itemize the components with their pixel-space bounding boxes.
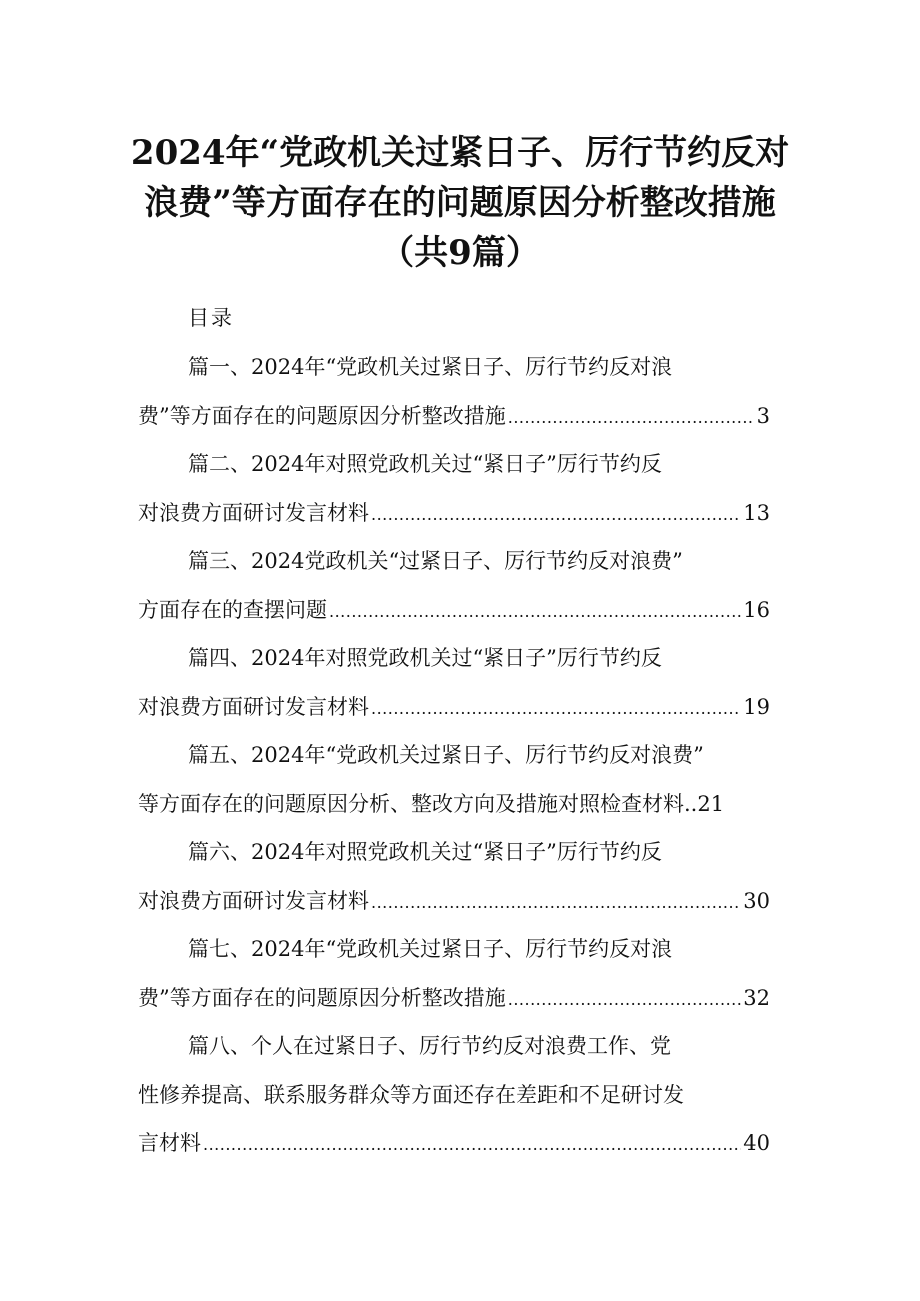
toc-page-number: 19 [743,694,770,719]
toc-page-number: .. 21 [684,785,724,823]
toc-page-number: 30 [743,888,770,913]
toc-page-number: 13 [743,500,770,525]
dot-leader [329,593,741,631]
toc-entry-line: 篇四、2024年对照党政机关过“紧日子”厉行节约反 [188,646,662,670]
toc-entry-line: 对浪费方面研讨发言材料 [138,694,369,719]
dot-leader [203,1126,741,1164]
toc-entry-1[interactable] [138,348,770,445]
toc-entry-line: 言材料 [138,1131,201,1155]
toc-entry-line: 篇二、2024年对照党政机关过“紧日子”厉行节约反 [188,452,662,476]
toc-entry-line: 篇八、个人在过紧日子、厉行节约反对浪费工作、党 [188,1034,671,1058]
toc-entry-line: 篇一、2024年“党政机关过紧日子、厉行节约反对浪 [188,355,673,379]
toc-entry-line: 费”等方面存在的问题原因分析整改措施 [138,985,506,1010]
toc-entry-8[interactable] [138,1027,770,1173]
title-line-3: （共9篇） [380,233,540,273]
dot-leader [371,884,741,922]
toc-entry-4[interactable] [138,639,770,736]
table-of-contents [138,348,770,1173]
toc-entry-line: 篇五、2024年“党政机关过紧日子、厉行节约反对浪费” [188,743,704,767]
toc-entry-5[interactable] [138,736,770,833]
toc-heading: 目录 [188,306,234,330]
toc-page-number: 3 [756,403,770,428]
toc-page-number: 32 [743,985,770,1010]
title-line-1: 2024年“党政机关过紧日子、厉行节约反对 [130,133,790,173]
toc-entry-line: 对浪费方面研讨发言材料 [138,500,369,525]
toc-entry-line: 篇七、2024年“党政机关过紧日子、厉行节约反对浪 [188,937,673,961]
dot-leader [371,690,741,728]
title-line-2: 浪费”等方面存在的问题原因分析整改措施 [144,183,776,223]
dot-leader [508,399,755,437]
toc-entry-6[interactable] [138,833,770,930]
toc-entry-7[interactable] [138,930,770,1027]
toc-entry-line: 对浪费方面研讨发言材料 [138,888,369,913]
toc-entry-3[interactable] [138,542,770,639]
toc-entry-line: 篇六、2024年对照党政机关过“紧日子”厉行节约反 [188,840,662,864]
dot-leader [508,981,742,1019]
document-title [100,128,820,278]
toc-page-number: 16 [743,597,770,622]
toc-entry-line: 费”等方面存在的问题原因分析整改措施 [138,403,506,428]
toc-entry-2[interactable] [138,445,770,542]
toc-page-number: 40 [743,1131,770,1155]
toc-entry-line: 篇三、2024党政机关“过紧日子、厉行节约反对浪费” [188,549,683,573]
toc-entry-line: 等方面存在的问题原因分析、整改方向及措施对照检查材料 [138,791,684,816]
toc-entry-line: 性修养提高、联系服务群众等方面还存在差距和不足研讨发 [138,1082,684,1107]
toc-entry-line: 方面存在的查摆问题 [138,597,327,622]
dot-leader [371,496,741,534]
